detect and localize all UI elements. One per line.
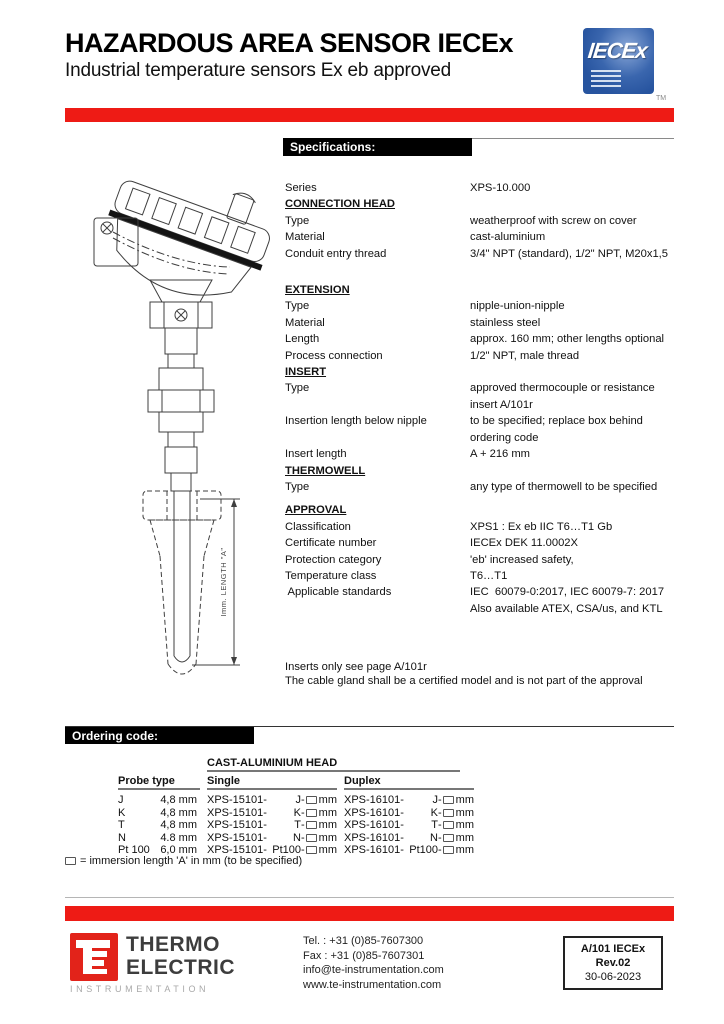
spec-value — [470, 282, 675, 298]
immersion-length-box-icon — [306, 796, 317, 804]
spec-label: Conduit entry thread — [285, 247, 387, 260]
spec-label: APPROVAL — [285, 504, 347, 517]
unit: mm — [455, 819, 474, 832]
duplex-type: T — [431, 819, 438, 832]
duplex-type: J — [432, 794, 438, 806]
doc-date: 30-06-2023 — [584, 971, 642, 983]
spec-value: stainless steel — [470, 316, 541, 329]
spec-row — [285, 502, 675, 518]
spec-label: THERMOWELL — [285, 464, 366, 477]
spec-row — [285, 348, 675, 364]
spec-row — [285, 380, 675, 396]
dash: - — [301, 819, 305, 832]
spec-label — [285, 495, 470, 502]
duplex-code: XPS-16101- — [344, 794, 404, 806]
spec-label: Insertion length below nipple — [285, 415, 427, 428]
unit: mm — [455, 806, 474, 819]
spec-row — [285, 180, 675, 196]
contact-line: Tel. : +31 (0)85-7607300 — [303, 935, 424, 947]
spec-value: A + 216 mm — [470, 448, 531, 461]
duplex-code-cell — [344, 794, 474, 807]
spec-notes — [285, 661, 643, 688]
spec-value — [470, 495, 675, 502]
spec-row — [285, 495, 675, 502]
spec-value: IEC 60079-0:2017, IEC 60079-7: 2017 — [470, 586, 665, 599]
spec-value: to be specified; replace box behind — [470, 415, 643, 428]
single-code: XPS-15101- — [207, 806, 267, 819]
ordering-heading-bar — [65, 727, 254, 744]
duplex-code-cell — [344, 832, 474, 845]
spec-row — [285, 479, 675, 495]
immersion-length-box-icon — [306, 834, 317, 842]
spec-row — [285, 446, 675, 462]
single-code-cell — [207, 807, 337, 820]
spec-value: cast-aluminium — [470, 231, 546, 244]
probe-type: T — [118, 819, 125, 832]
spec-row — [285, 315, 675, 331]
spec-value: T6…T1 — [470, 569, 508, 582]
iecex-logo-stripes — [591, 70, 621, 90]
immersion-length-box-icon — [306, 809, 317, 817]
ordering-table — [118, 757, 474, 857]
brand-line-instrumentation: INSTRUMENTATION — [70, 984, 210, 994]
spec-label: INSERT — [285, 366, 327, 379]
ordering-row — [118, 807, 474, 820]
unit: mm — [318, 844, 337, 857]
ordering-row — [118, 832, 474, 845]
spec-label: Length — [285, 333, 320, 346]
probe-diameter: 4.8 mm — [160, 831, 197, 844]
unit: mm — [455, 831, 474, 844]
probe-diameter: 4,8 mm — [160, 806, 197, 819]
unit: mm — [455, 794, 474, 806]
spec-label: Certificate number — [285, 537, 377, 550]
extension-nipple-union-nipple — [148, 328, 214, 491]
ordering-footnote-text: = immersion length 'A' in mm (to be specified) — [80, 855, 303, 867]
single-type: J — [295, 794, 301, 806]
ordering-rows — [118, 794, 474, 857]
spec-value — [470, 463, 675, 479]
spec-row — [285, 262, 675, 282]
single-code-cell — [207, 832, 337, 845]
duplex-type: K — [430, 806, 438, 819]
duplex-code-cell — [344, 807, 474, 820]
immersion-dimension — [192, 499, 240, 665]
duplex-code: XPS-16101- — [344, 819, 404, 832]
dash: - — [438, 831, 442, 844]
duplex-code: XPS-16101- — [344, 831, 404, 844]
duplex-code: XPS-16101- — [344, 844, 404, 857]
single-type: T — [294, 819, 301, 832]
single-type: Pt100 — [272, 844, 301, 857]
spec-row — [285, 213, 675, 229]
spec-value: any type of thermowell to be specified — [470, 480, 658, 493]
page-title: HAZARDOUS AREA SENSOR IECEx — [65, 28, 514, 58]
dash: - — [301, 844, 305, 857]
immersion-length-box-icon — [65, 857, 76, 865]
duplex-type: Pt100 — [409, 844, 438, 857]
spec-label — [285, 397, 470, 413]
head-neck — [150, 280, 212, 328]
immersion-length-box-icon — [306, 821, 317, 829]
spec-label: CONNECTION HEAD — [285, 198, 396, 211]
probe-type: J — [118, 794, 124, 806]
column-single: Single — [207, 775, 337, 790]
spec-row — [285, 601, 675, 617]
specifications-heading: Specifications: — [290, 140, 376, 154]
iecex-tm-mark: TM — [656, 95, 667, 102]
contact-block — [303, 934, 444, 992]
specifications-heading-bar — [283, 138, 472, 156]
spec-label: Applicable standards — [285, 586, 392, 599]
single-type: K — [293, 806, 301, 819]
header-red-bar — [65, 108, 674, 122]
spec-label: Material — [285, 316, 325, 329]
dash: - — [438, 806, 442, 819]
single-code-cell — [207, 819, 337, 832]
page-subtitle: Industrial temperature sensors Ex eb approved — [65, 60, 451, 81]
spec-row — [285, 535, 675, 551]
spec-value: XPS-10.000 — [470, 182, 531, 194]
column-duplex: Duplex — [344, 775, 474, 790]
spec-row — [285, 430, 675, 446]
thermowell — [143, 491, 221, 674]
spec-label: Temperature class — [285, 569, 377, 582]
ordering-group-header: CAST-ALUMINIUM HEAD — [207, 757, 460, 772]
contact-line: info@te-instrumentation.com — [303, 964, 444, 976]
spec-label: Classification — [285, 520, 351, 533]
immersion-length-box-icon — [443, 809, 454, 817]
single-code: XPS-15101- — [207, 831, 267, 844]
ordering-row — [118, 794, 474, 807]
dash: - — [301, 831, 305, 844]
spec-value — [470, 262, 675, 282]
spec-row — [285, 568, 675, 584]
brand-line-thermo: THERMO — [126, 933, 220, 956]
spec-label: Type — [285, 480, 310, 493]
spec-value — [470, 364, 675, 380]
brand-name — [126, 933, 235, 979]
probe-type: K — [118, 806, 126, 819]
ordering-footnote — [65, 855, 302, 867]
thermo-electric-logo — [70, 933, 118, 981]
single-code: XPS-15101- — [207, 819, 267, 832]
ordering-column-headers — [118, 775, 474, 790]
spec-value — [470, 502, 675, 518]
unit: mm — [318, 806, 337, 819]
single-code-cell — [207, 794, 337, 807]
spec-value: nipple-union-nipple — [470, 300, 565, 313]
doc-revision: Rev.02 — [595, 957, 631, 969]
spec-label — [285, 262, 470, 282]
spec-row — [285, 229, 675, 245]
single-code: XPS-15101- — [207, 794, 267, 806]
duplex-type: N — [430, 831, 438, 844]
probe-diameter: 4,8 mm — [160, 794, 197, 806]
iecex-logo — [583, 28, 654, 94]
spec-row — [285, 331, 675, 347]
iecex-logo-text: IECEx — [586, 38, 648, 63]
spec-row — [285, 196, 675, 212]
unit: mm — [318, 831, 337, 844]
spec-label: Protection category — [285, 553, 382, 566]
spec-row — [285, 246, 675, 262]
immersion-length-box-icon — [443, 821, 454, 829]
specifications-list — [285, 180, 675, 617]
unit: mm — [455, 844, 474, 857]
immersion-length-box-icon — [443, 834, 454, 842]
single-code: XPS-15101- — [207, 844, 267, 857]
spec-row — [285, 298, 675, 314]
spec-value: XPS1 : Ex eb IIC T6…T1 Gb — [470, 520, 613, 533]
spec-value: approx. 160 mm; other lengths optional — [470, 333, 665, 346]
immersion-length-box-icon — [443, 846, 454, 854]
spec-value — [470, 196, 675, 212]
spec-row — [285, 397, 675, 413]
insert-probe — [174, 491, 190, 662]
spec-value: IECEx DEK 11.0002X — [470, 537, 578, 550]
spec-note-line: Inserts only see page A/101r — [285, 661, 427, 673]
probe-type: N — [118, 831, 126, 844]
spec-value: 'eb' increased safety, — [470, 553, 574, 566]
unit: mm — [318, 794, 337, 806]
spec-row — [285, 552, 675, 568]
connection-head — [91, 172, 283, 317]
probe-type: Pt 100 — [118, 844, 150, 857]
spec-label: EXTENSION — [285, 284, 350, 297]
spec-value: weatherproof with screw on cover — [470, 214, 637, 227]
spec-label: Type — [285, 214, 310, 227]
dash: - — [438, 819, 442, 832]
spec-label: Material — [285, 231, 325, 244]
dash: - — [301, 806, 305, 819]
probe-diameter: 6,0 mm — [160, 844, 197, 857]
dash: - — [301, 794, 305, 806]
spec-label: Series — [285, 182, 317, 194]
spec-label: Insert length — [285, 448, 347, 461]
te-logo-icon — [70, 933, 118, 981]
immersion-length-box-icon — [306, 846, 317, 854]
spec-row — [285, 463, 675, 479]
footer-hairline — [65, 897, 674, 898]
single-type: N — [293, 831, 301, 844]
spec-value: approved thermocouple or resistance — [470, 382, 655, 395]
spec-row — [285, 584, 675, 600]
spec-label — [285, 601, 470, 617]
duplex-code: XPS-16101- — [344, 806, 404, 819]
immersion-dimension-label: Imm. LENGTH "A" — [219, 547, 228, 617]
probe-diameter: 4,8 mm — [160, 819, 197, 832]
spec-value: 1/2" NPT, male thread — [470, 349, 580, 362]
spec-row — [285, 282, 675, 298]
spec-row — [285, 413, 675, 429]
dash: - — [438, 844, 442, 857]
column-probe-type: Probe type — [118, 775, 200, 790]
doc-reference: A/101 IECEx — [580, 943, 646, 955]
spec-note-line: The cable gland shall be a certified model and is not part of the approval — [285, 674, 643, 687]
immersion-length-box-icon — [443, 796, 454, 804]
spec-row — [285, 519, 675, 535]
ordering-heading: Ordering code: — [72, 728, 159, 743]
conduit-entry — [94, 218, 138, 266]
spec-value: Also available ATEX, CSA/us, and KTL — [470, 602, 663, 615]
spec-value: insert A/101r — [470, 398, 533, 411]
footer-red-bar — [65, 906, 674, 921]
sensor-technical-drawing — [80, 172, 290, 722]
duplex-code-cell — [344, 819, 474, 832]
spec-value: ordering code — [470, 431, 539, 444]
spec-row — [285, 364, 675, 380]
spec-value: 3/4" NPT (standard), 1/2" NPT, M20x1,5 — [470, 247, 669, 260]
spec-label: Process connection — [285, 349, 383, 362]
spec-label — [285, 430, 470, 446]
revision-box — [563, 936, 663, 990]
contact-line: www.te-instrumentation.com — [303, 978, 442, 991]
brand-line-electric: ELECTRIC — [126, 956, 235, 979]
unit: mm — [318, 819, 337, 832]
spec-label: Type — [285, 382, 310, 395]
dash: - — [438, 794, 442, 806]
contact-line: Fax : +31 (0)85-7607301 — [303, 949, 425, 962]
duplex-code-cell — [344, 844, 474, 857]
ordering-row — [118, 819, 474, 832]
spec-label: Type — [285, 300, 310, 313]
